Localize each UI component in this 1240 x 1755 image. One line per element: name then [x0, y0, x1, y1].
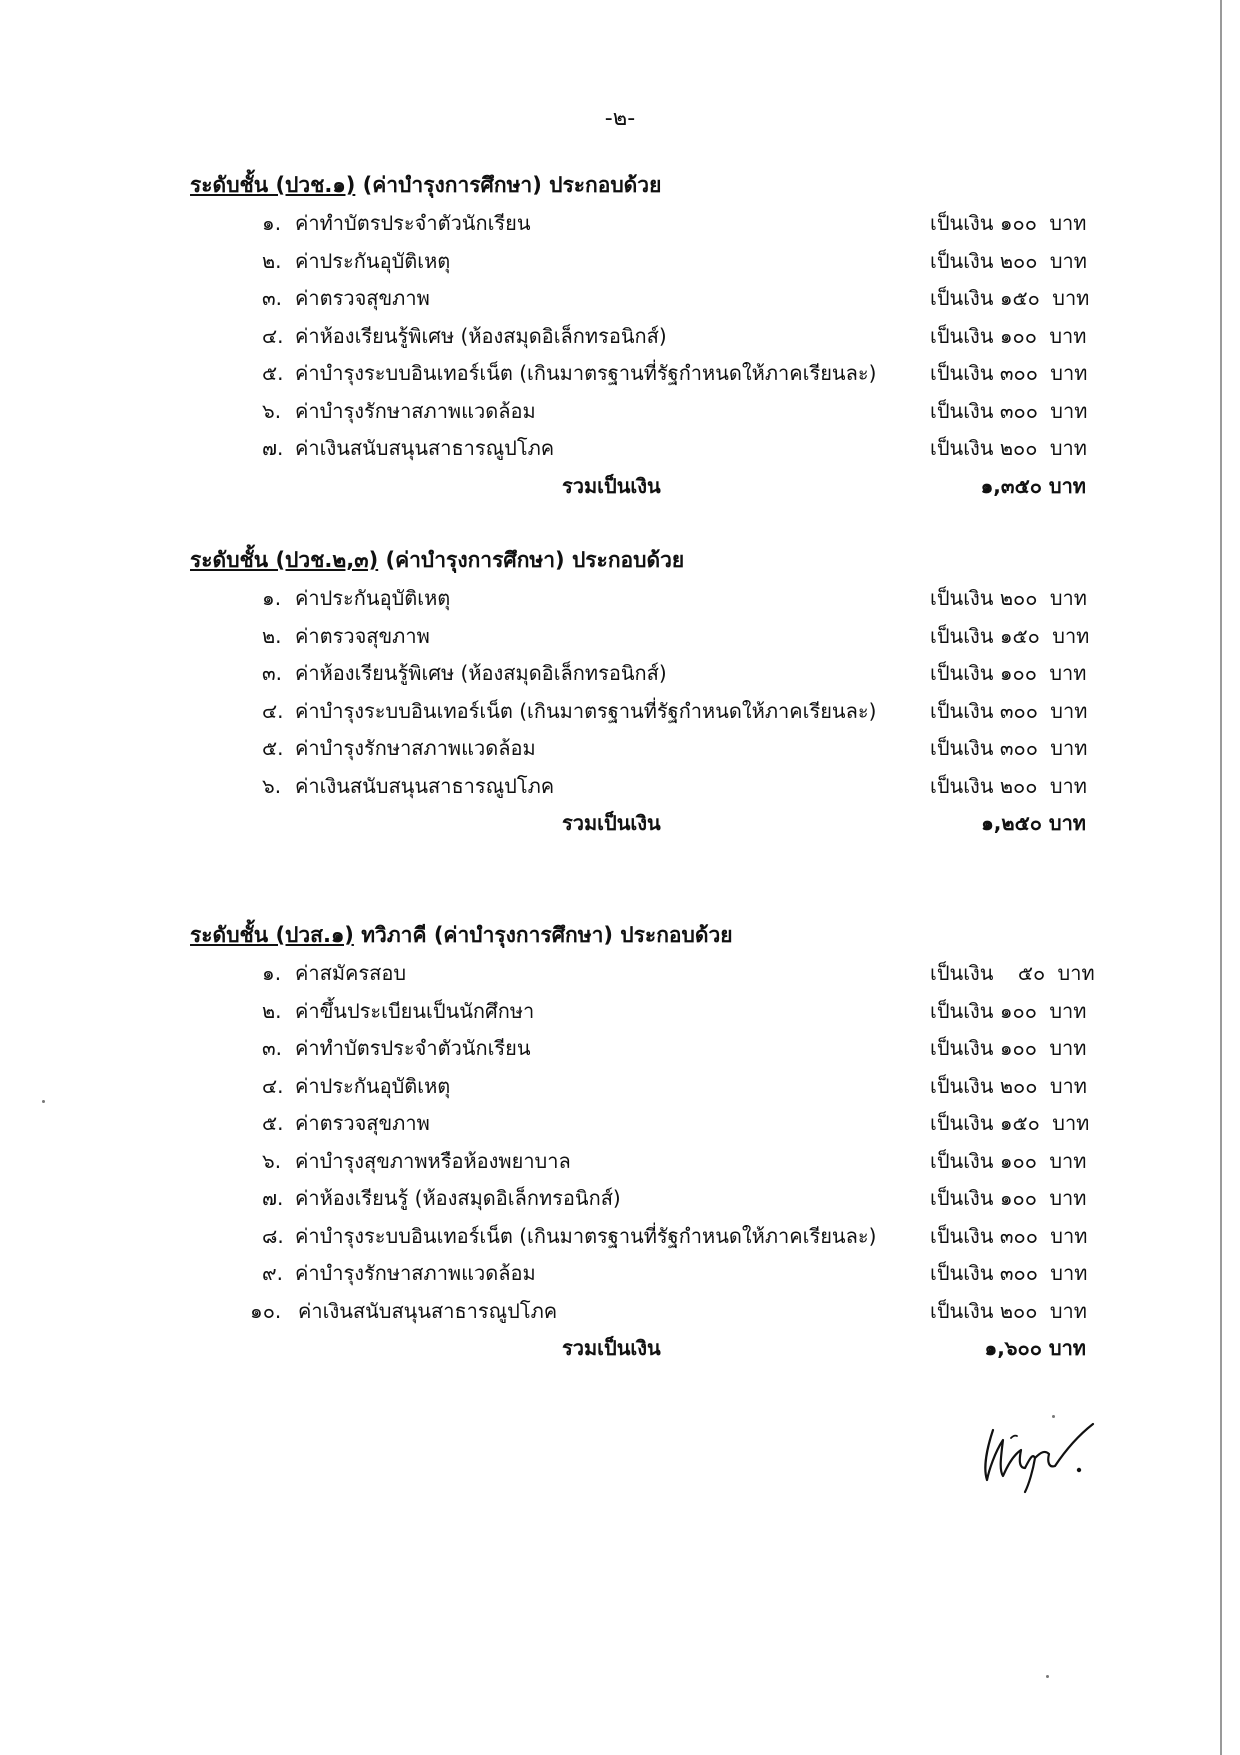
amount-value: ๑๐๐	[999, 1148, 1037, 1173]
section-title: (ค่าบำรุงการศึกษา) ประกอบด้วย	[385, 548, 685, 572]
amount-unit: บาท	[1052, 1111, 1090, 1135]
fee-item	[190, 205, 1090, 243]
total-row	[190, 805, 1090, 843]
amount-value: ๓๐๐	[999, 398, 1038, 423]
item-description: ค่าบำรุงระบบอินเทอร์เน็ต (เกินมาตรฐานที่รัฐกำหนดให้ภาคเรียนละ)	[295, 361, 877, 385]
fee-section-pvc1	[190, 165, 1090, 505]
item-number: ๒.	[262, 623, 282, 648]
item-amount	[930, 1068, 1087, 1106]
item-description: ค่าประกันอุบัติเหตุ	[295, 1073, 451, 1098]
fee-item	[190, 1068, 1090, 1106]
fee-list	[190, 955, 1095, 1330]
amount-prefix: เป็นเงิน	[930, 623, 994, 648]
amount-unit: บาท	[1049, 1186, 1087, 1210]
signature-dot	[1077, 1468, 1081, 1472]
amount-prefix: เป็นเงิน	[930, 436, 994, 460]
amount-unit: บาท	[1049, 1036, 1087, 1060]
item-amount	[930, 955, 1095, 993]
amount-value: ๑๐๐	[999, 1036, 1037, 1060]
fee-item	[190, 1218, 1090, 1256]
amount-unit: บาท	[1049, 1148, 1087, 1173]
amount-unit: บาท	[1049, 586, 1087, 610]
item-number: ๑.	[262, 586, 282, 610]
amount-value: ๒๐๐	[999, 436, 1038, 460]
fee-item	[190, 355, 1090, 393]
section-level: ระดับชั้น (ปวส.๑)	[190, 923, 354, 947]
amount-prefix: เป็นเงิน	[930, 1036, 994, 1060]
item-amount	[930, 1218, 1087, 1256]
item-number: ๕.	[262, 1111, 284, 1135]
item-amount	[930, 993, 1086, 1031]
amount-unit: บาท	[1050, 1223, 1088, 1248]
item-amount	[930, 430, 1087, 468]
item-description: ค่าบำรุงรักษาสภาพแวดล้อม	[295, 398, 536, 423]
total-amount: ๑,๖๐๐ บาท	[984, 1336, 1086, 1360]
fee-list	[190, 580, 1090, 805]
amount-value: ๒๐๐	[999, 586, 1038, 610]
amount-value: ๒๐๐	[999, 773, 1038, 798]
fee-item	[190, 1143, 1090, 1181]
page-number: -๒-	[604, 106, 636, 131]
fee-item	[190, 768, 1090, 806]
item-number: ๔.	[262, 323, 284, 348]
fee-item	[190, 318, 1090, 356]
amount-unit: บาท	[1050, 398, 1088, 423]
fee-list	[190, 205, 1090, 468]
amount-unit: บาท	[1049, 436, 1087, 460]
fee-item	[190, 393, 1090, 431]
item-description: ค่าบำรุงระบบอินเทอร์เน็ต (เกินมาตรฐานที่รัฐกำหนดให้ภาคเรียนละ)	[295, 698, 877, 723]
item-number: ๕.	[262, 736, 284, 760]
amount-value: ๑๐๐	[999, 1186, 1037, 1210]
amount-value: ๓๐๐	[999, 361, 1038, 385]
section-level: ระดับชั้น (ปวช.๒,๓)	[190, 548, 379, 572]
amount-value: ๓๐๐	[999, 1223, 1038, 1248]
amount-unit: บาท	[1050, 361, 1088, 385]
section-title: ทวิภาคี (ค่าบำรุงการศึกษา) ประกอบด้วย	[361, 923, 733, 947]
amount-value: ๒๐๐	[999, 248, 1038, 273]
item-description: ค่าห้องเรียนรู้ (ห้องสมุดอิเล็กทรอนิกส์)	[295, 1186, 621, 1210]
amount-prefix: เป็นเงิน	[930, 1223, 994, 1248]
item-description: ค่าประกันอุบัติเหตุ	[295, 586, 451, 610]
total-row	[190, 468, 1090, 506]
amount-value: ๑๐๐	[999, 211, 1037, 235]
item-amount	[930, 243, 1087, 281]
item-amount	[930, 1255, 1087, 1293]
item-description: ค่าบำรุงระบบอินเทอร์เน็ต (เกินมาตรฐานที่รัฐกำหนดให้ภาคเรียนละ)	[295, 1223, 877, 1248]
amount-prefix: เป็นเงิน	[930, 998, 994, 1023]
section-heading	[190, 540, 1090, 580]
item-number: ๒.	[262, 998, 282, 1023]
amount-prefix: เป็นเงิน	[930, 361, 994, 385]
item-amount	[930, 580, 1087, 618]
amount-unit: บาท	[1049, 211, 1087, 235]
amount-unit: บาท	[1049, 323, 1087, 348]
fee-item	[190, 655, 1090, 693]
item-amount	[930, 618, 1089, 656]
amount-prefix: เป็นเงิน	[930, 698, 994, 723]
amount-unit: บาท	[1049, 1073, 1087, 1098]
item-number: ๖.	[262, 398, 282, 423]
amount-value: ๓๐๐	[999, 736, 1038, 760]
amount-unit: บาท	[1050, 736, 1088, 760]
amount-value: ๑๕๐	[999, 1111, 1040, 1135]
amount-value: ๕๐	[1017, 961, 1046, 985]
amount-prefix: เป็นเงิน	[930, 1111, 994, 1135]
item-amount	[930, 280, 1089, 318]
scan-speck	[42, 1100, 45, 1103]
amount-prefix: เป็นเงิน	[930, 773, 994, 798]
item-description: ค่าบำรุงสุขภาพหรือห้องพยาบาล	[295, 1148, 571, 1173]
amount-prefix: เป็นเงิน	[930, 1261, 994, 1285]
item-description: ค่าห้องเรียนรู้พิเศษ (ห้องสมุดอิเล็กทรอนิกส์)	[295, 661, 667, 685]
fee-item	[190, 1180, 1090, 1218]
total-label: รวมเป็นเงิน	[562, 1336, 661, 1360]
item-amount	[930, 1143, 1086, 1181]
amount-unit: บาท	[1052, 286, 1090, 310]
item-number: ๗.	[262, 436, 284, 460]
amount-prefix: เป็นเงิน	[930, 398, 994, 423]
amount-prefix: เป็นเงิน	[930, 661, 994, 685]
amount-unit: บาท	[1057, 961, 1095, 985]
fee-item	[190, 580, 1090, 618]
item-number: ๘.	[262, 1223, 284, 1248]
fee-item	[190, 730, 1090, 768]
amount-value: ๑๕๐	[999, 286, 1040, 310]
amount-prefix: เป็นเงิน	[930, 211, 994, 235]
item-amount	[930, 1293, 1087, 1331]
item-description: ค่าบำรุงรักษาสภาพแวดล้อม	[295, 1261, 536, 1285]
amount-unit: บาท	[1052, 623, 1090, 648]
item-amount	[930, 768, 1087, 806]
total-label: รวมเป็นเงิน	[562, 473, 661, 498]
item-description: ค่าประกันอุบัติเหตุ	[295, 248, 451, 273]
item-amount	[930, 693, 1087, 731]
amount-value: ๑๕๐	[999, 623, 1040, 648]
amount-prefix: เป็นเงิน	[930, 1148, 994, 1173]
amount-prefix: เป็นเงิน	[930, 1298, 994, 1323]
item-number: ๓.	[262, 661, 283, 685]
item-description: ค่าบำรุงรักษาสภาพแวดล้อม	[295, 736, 536, 760]
amount-unit: บาท	[1050, 698, 1088, 723]
amount-prefix: เป็นเงิน	[930, 961, 994, 985]
total-amount: ๑,๒๕๐ บาท	[981, 811, 1086, 835]
fee-section-pvs1	[190, 915, 1095, 1368]
fee-section-pvc23	[190, 540, 1090, 843]
signature-stroke	[985, 1424, 1093, 1492]
item-amount	[930, 318, 1086, 356]
item-description: ค่าสมัครสอบ	[295, 961, 407, 985]
item-description: ค่าทำบัตรประจำตัวนักเรียน	[295, 1036, 531, 1060]
item-number: ๔.	[262, 1073, 284, 1098]
amount-prefix: เป็นเงิน	[930, 586, 994, 610]
section-heading	[190, 165, 1090, 205]
item-number: ๖.	[262, 773, 282, 798]
signature-accent	[1011, 1436, 1017, 1438]
item-amount	[930, 205, 1086, 243]
amount-unit: บาท	[1049, 661, 1087, 685]
item-amount	[930, 1030, 1086, 1068]
fee-item	[190, 693, 1090, 731]
item-description: ค่าเงินสนับสนุนสาธารณูปโภค	[295, 773, 555, 798]
item-number: ๔.	[262, 698, 284, 723]
amount-prefix: เป็นเงิน	[930, 323, 994, 348]
fee-item	[190, 1255, 1090, 1293]
amount-unit: บาท	[1050, 1261, 1088, 1285]
item-amount	[930, 1180, 1086, 1218]
fee-item	[190, 618, 1090, 656]
amount-prefix: เป็นเงิน	[930, 736, 994, 760]
item-amount	[930, 730, 1087, 768]
fee-item	[190, 1293, 1090, 1331]
amount-value: ๒๐๐	[999, 1298, 1038, 1323]
scan-speck	[1052, 1415, 1055, 1418]
total-row	[190, 1330, 1090, 1368]
item-number: ๖.	[262, 1148, 282, 1173]
amount-value: ๒๐๐	[999, 1073, 1038, 1098]
item-amount	[930, 355, 1087, 393]
item-description: ค่าตรวจสุขภาพ	[295, 1111, 430, 1135]
item-number: ๗.	[262, 1186, 284, 1210]
item-description: ค่าทำบัตรประจำตัวนักเรียน	[295, 211, 531, 235]
total-label: รวมเป็นเงิน	[562, 811, 661, 835]
item-description: ค่าตรวจสุขภาพ	[295, 623, 430, 648]
amount-value: ๓๐๐	[999, 1261, 1038, 1285]
total-amount: ๑,๓๕๐ บาท	[980, 473, 1086, 498]
section-title: (ค่าบำรุงการศึกษา) ประกอบด้วย	[362, 173, 662, 197]
amount-prefix: เป็นเงิน	[930, 1073, 994, 1098]
item-description: ค่าห้องเรียนรู้พิเศษ (ห้องสมุดอิเล็กทรอนิกส์)	[295, 323, 667, 348]
scan-speck	[1046, 1675, 1049, 1678]
section-level: ระดับชั้น (ปวช.๑)	[190, 173, 356, 197]
amount-prefix: เป็นเงิน	[930, 286, 994, 310]
item-description: ค่าเงินสนับสนุนสาธารณูปโภค	[295, 436, 555, 460]
item-number: ๓.	[262, 286, 283, 310]
amount-prefix: เป็นเงิน	[930, 1186, 994, 1210]
fee-item	[190, 1030, 1090, 1068]
item-number: ๒.	[262, 248, 282, 273]
amount-value: ๑๐๐	[999, 323, 1037, 348]
item-number: ๙.	[262, 1261, 284, 1285]
fee-item	[190, 243, 1090, 281]
amount-value: ๑๐๐	[999, 998, 1037, 1023]
item-number: ๓.	[262, 1036, 283, 1060]
page-edge-line	[1220, 0, 1222, 1755]
handwritten-signature	[975, 1410, 1125, 1500]
item-number: ๑๐.	[250, 1298, 282, 1323]
fee-item	[190, 280, 1090, 318]
item-description: ค่าตรวจสุขภาพ	[295, 286, 430, 310]
amount-unit: บาท	[1049, 1298, 1087, 1323]
amount-unit: บาท	[1049, 248, 1087, 273]
item-number: ๑.	[262, 961, 282, 985]
amount-value: ๓๐๐	[999, 698, 1038, 723]
fee-item	[190, 993, 1090, 1031]
amount-unit: บาท	[1049, 773, 1087, 798]
section-heading	[190, 915, 1090, 955]
item-number: ๑.	[262, 211, 282, 235]
amount-unit: บาท	[1049, 998, 1087, 1023]
item-amount	[930, 1105, 1089, 1143]
amount-value: ๑๐๐	[999, 661, 1037, 685]
amount-prefix: เป็นเงิน	[930, 248, 994, 273]
item-number: ๕.	[262, 361, 284, 385]
item-description: ค่าขึ้นประเบียนเป็นนักศึกษา	[295, 998, 535, 1023]
fee-item	[190, 1105, 1090, 1143]
item-amount	[930, 393, 1087, 431]
item-amount	[930, 655, 1086, 693]
fee-item	[190, 430, 1090, 468]
item-description: ค่าเงินสนับสนุนสาธารณูปโภค	[298, 1298, 558, 1323]
fee-item	[190, 955, 1095, 993]
